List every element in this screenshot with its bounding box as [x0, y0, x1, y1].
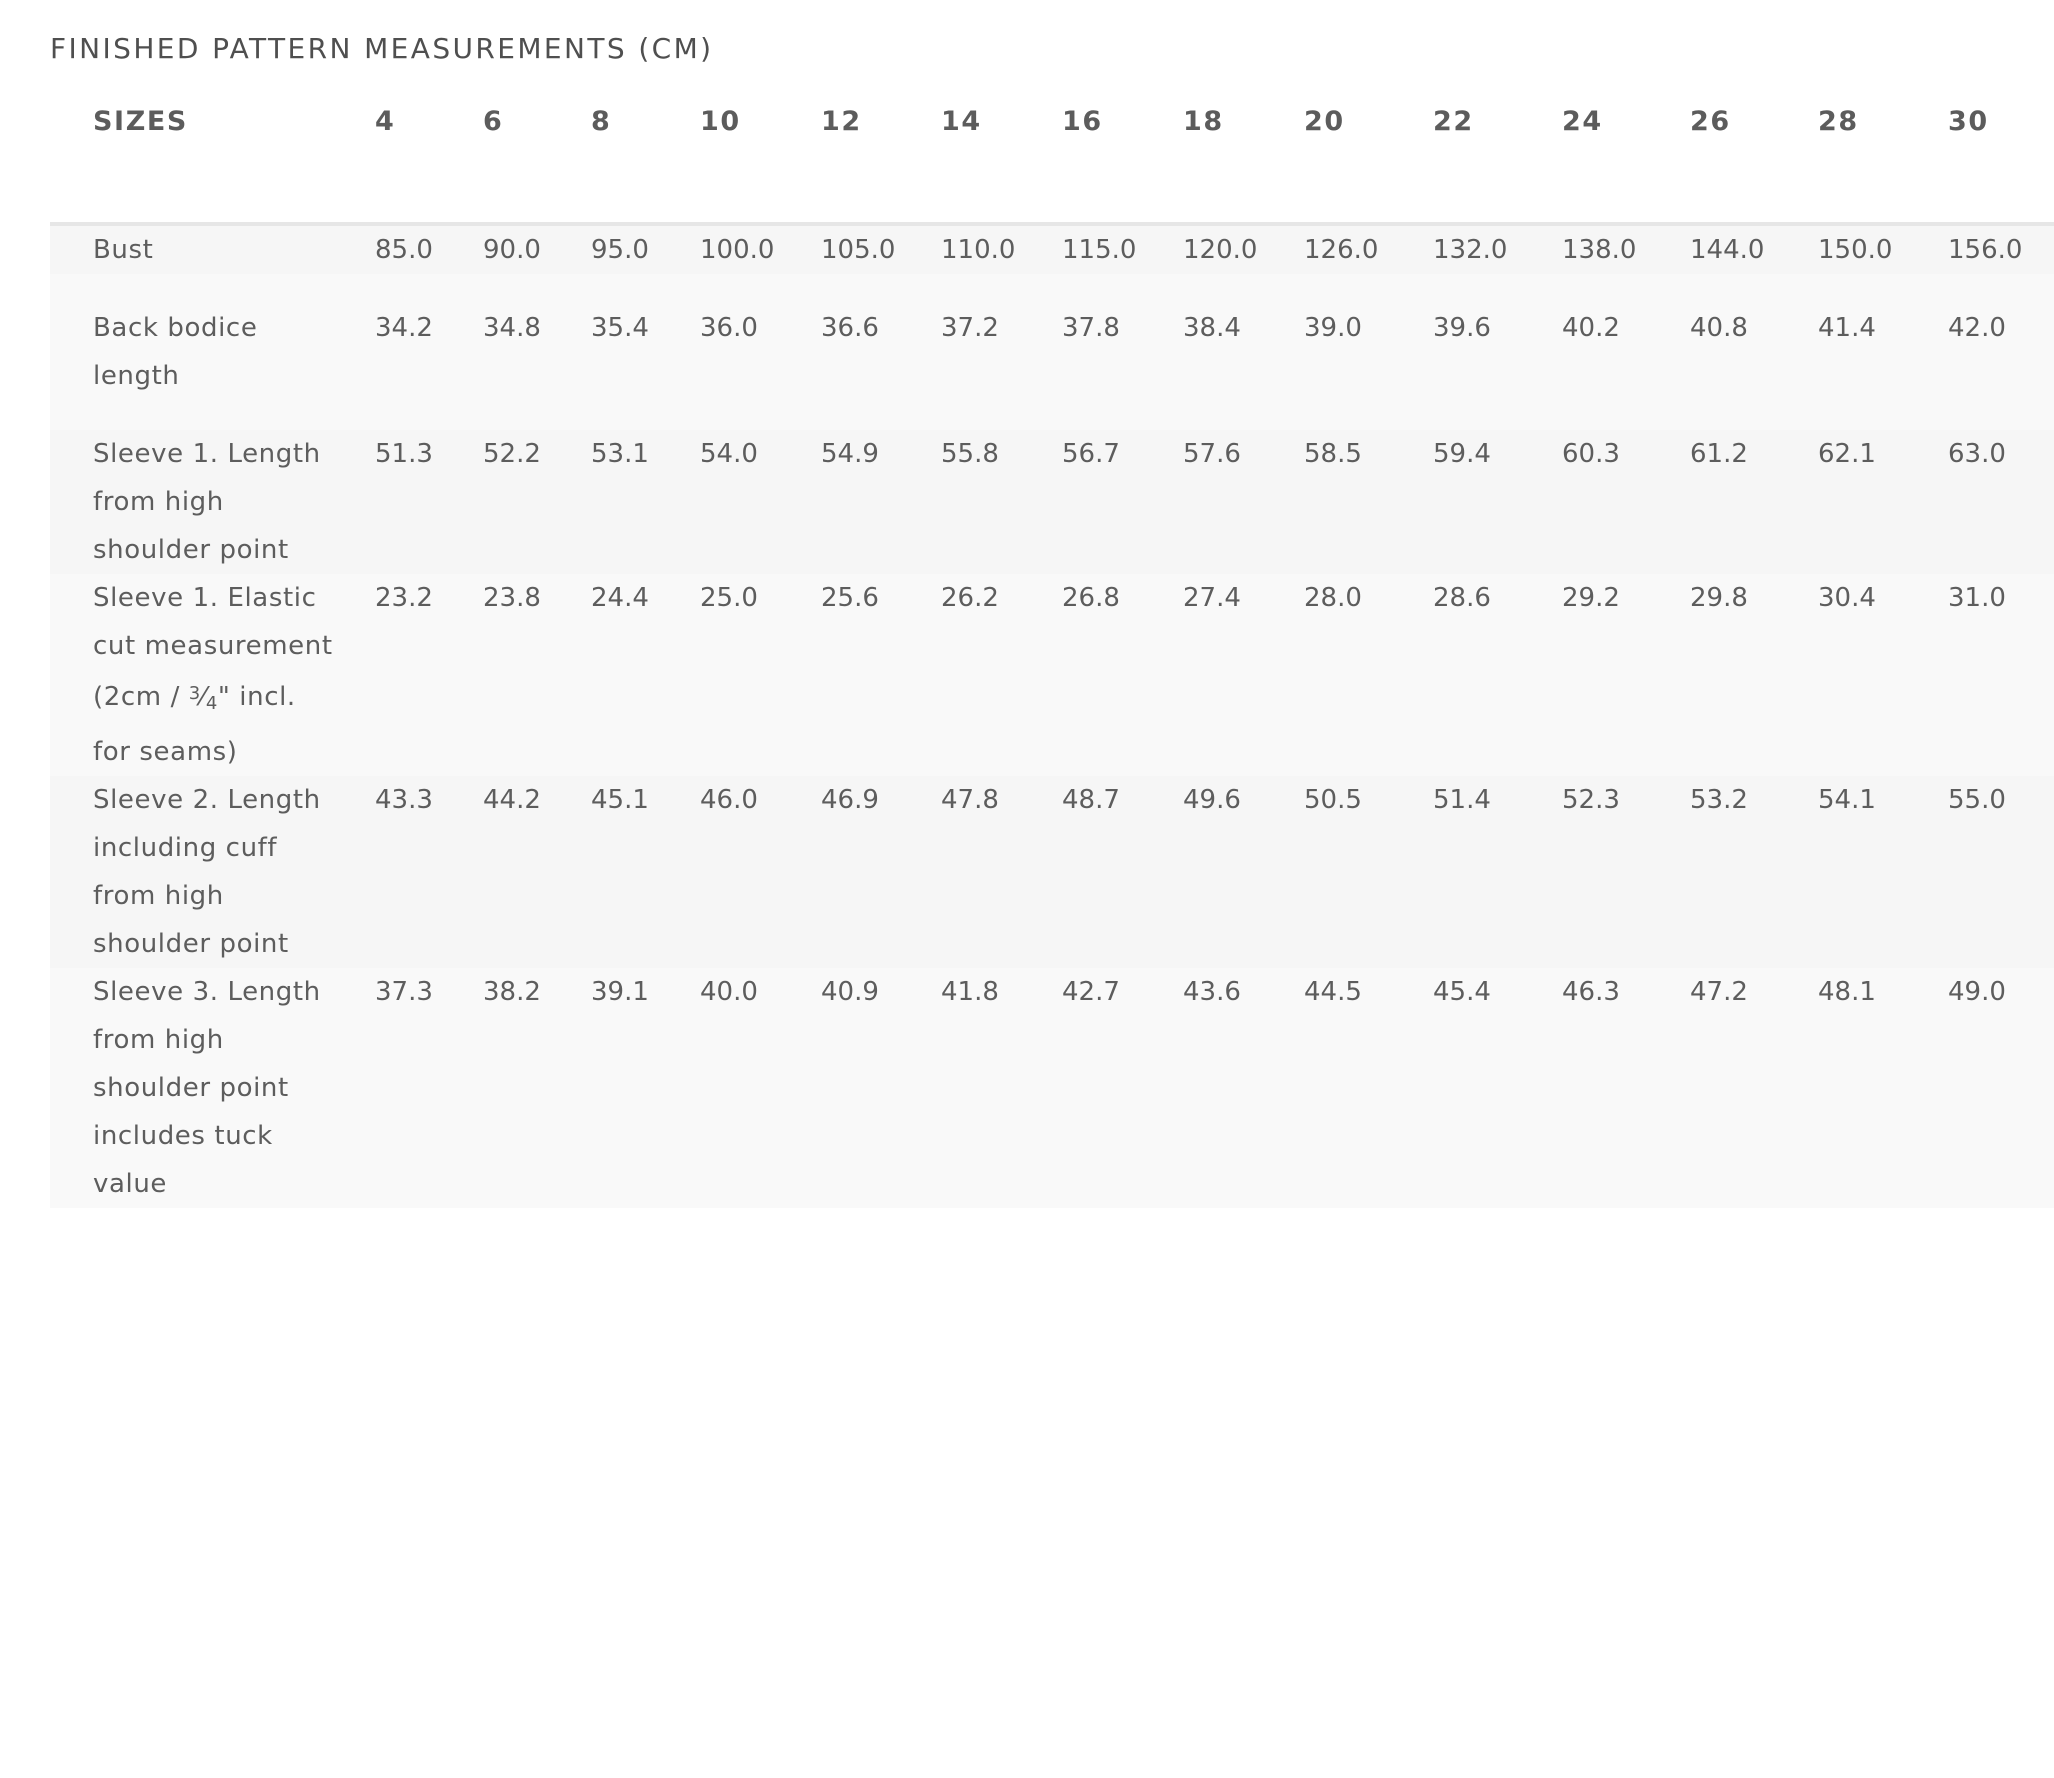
table-cell: 156.0 — [1948, 235, 2023, 265]
table-cell: 54.9 — [821, 439, 879, 469]
table-cell: 24.4 — [591, 583, 649, 613]
table-cell: 39.6 — [1433, 313, 1491, 343]
table-cell: 46.3 — [1562, 977, 1620, 1007]
table-cell: 47.2 — [1690, 977, 1748, 1007]
table-cell: 25.0 — [700, 583, 758, 613]
table-cell: 28.6 — [1433, 583, 1491, 613]
table-cell: 34.2 — [375, 313, 433, 343]
table-cell: 26.8 — [1062, 583, 1120, 613]
header-size-26: 26 — [1690, 106, 1818, 224]
table-cell: 31.0 — [1948, 583, 2006, 613]
row-label: Back bodice length — [93, 313, 258, 391]
table-cell: 27.4 — [1183, 583, 1241, 613]
table-cell: 42.7 — [1062, 977, 1120, 1007]
header-sizes-label: SIZES — [50, 106, 375, 224]
table-cell: 126.0 — [1304, 235, 1379, 265]
row-label: Sleeve 2. Length including cuff from high shoulder point — [93, 785, 321, 959]
table-cell: 52.2 — [483, 439, 541, 469]
table-cell: 138.0 — [1562, 235, 1637, 265]
table-cell: 51.3 — [375, 439, 433, 469]
table-row — [50, 224, 2054, 274]
table-cell: 46.0 — [700, 785, 758, 815]
table-row — [50, 574, 2054, 776]
table-cell: 36.0 — [700, 313, 758, 343]
table-cell: 41.8 — [941, 977, 999, 1007]
table-cell: 44.2 — [483, 785, 541, 815]
header-size-4: 4 — [375, 106, 483, 224]
table-cell: 63.0 — [1948, 439, 2006, 469]
table-cell: 150.0 — [1818, 235, 1893, 265]
table-row — [50, 430, 2054, 574]
row-label: Sleeve 1. Length from high shoulder point — [93, 439, 321, 565]
table-cell: 41.4 — [1818, 313, 1876, 343]
table-cell: 40.8 — [1690, 313, 1748, 343]
table-cell: 37.2 — [941, 313, 999, 343]
table-cell: 53.1 — [591, 439, 649, 469]
table-cell: 38.2 — [483, 977, 541, 1007]
section-title: FINISHED PATTERN MEASUREMENTS (CM) — [50, 32, 714, 65]
table-cell: 132.0 — [1433, 235, 1508, 265]
table-cell: 29.8 — [1690, 583, 1748, 613]
table-cell: 49.0 — [1948, 977, 2006, 1007]
row-label: Bust — [93, 235, 154, 265]
table-cell: 39.0 — [1304, 313, 1362, 343]
header-size-18: 18 — [1183, 106, 1304, 224]
table-cell: 40.9 — [821, 977, 879, 1007]
measurements-table — [50, 106, 2054, 1208]
table-cell: 48.1 — [1818, 977, 1876, 1007]
table-cell: 29.2 — [1562, 583, 1620, 613]
table-cell: 40.0 — [700, 977, 758, 1007]
table-cell: 55.8 — [941, 439, 999, 469]
table-cell: 53.2 — [1690, 785, 1748, 815]
table-cell: 57.6 — [1183, 439, 1241, 469]
row-label — [50, 574, 375, 776]
row-label: Sleeve 3. Length from high shoulder point includes tuck value — [93, 977, 321, 1199]
table-cell: 60.3 — [1562, 439, 1620, 469]
table-cell: 100.0 — [700, 235, 775, 265]
table-row — [50, 274, 2054, 430]
table-body — [50, 224, 2054, 1208]
table-cell: 58.5 — [1304, 439, 1362, 469]
table-cell: 44.5 — [1304, 977, 1362, 1007]
row-label-text-end: " incl. for seams) — [93, 682, 296, 767]
fraction-slash: ⁄ — [200, 682, 206, 712]
row-label-text: Sleeve 1. Elastic cut measurement (2cm / — [93, 583, 333, 712]
header-size-22: 22 — [1433, 106, 1562, 224]
header-size-14: 14 — [941, 106, 1062, 224]
table-cell: 95.0 — [591, 235, 649, 265]
table-cell: 52.3 — [1562, 785, 1620, 815]
table-cell: 85.0 — [375, 235, 433, 265]
table-cell: 56.7 — [1062, 439, 1120, 469]
table-cell: 61.2 — [1690, 439, 1748, 469]
table-cell: 51.4 — [1433, 785, 1491, 815]
header-size-30: 30 — [1948, 106, 2054, 224]
table-cell: 26.2 — [941, 583, 999, 613]
table-cell: 23.8 — [483, 583, 541, 613]
table-cell: 28.0 — [1304, 583, 1362, 613]
header-size-16: 16 — [1062, 106, 1183, 224]
table-cell: 30.4 — [1818, 583, 1876, 613]
table-cell: 43.3 — [375, 785, 433, 815]
table-cell: 40.2 — [1562, 313, 1620, 343]
table-row — [50, 776, 2054, 968]
table-cell: 38.4 — [1183, 313, 1241, 343]
table-cell: 35.4 — [591, 313, 649, 343]
table-cell: 47.8 — [941, 785, 999, 815]
header-size-6: 6 — [483, 106, 591, 224]
header-size-8: 8 — [591, 106, 700, 224]
table-cell: 59.4 — [1433, 439, 1491, 469]
header-size-12: 12 — [821, 106, 941, 224]
table-cell: 62.1 — [1818, 439, 1876, 469]
table-cell: 105.0 — [821, 235, 896, 265]
table-cell: 43.6 — [1183, 977, 1241, 1007]
table-cell: 23.2 — [375, 583, 433, 613]
fraction-denominator: 4 — [205, 693, 218, 714]
fraction-numerator: 3 — [188, 683, 201, 704]
table-cell: 110.0 — [941, 235, 1016, 265]
header-row — [50, 106, 2054, 224]
header-size-20: 20 — [1304, 106, 1433, 224]
header-size-28: 28 — [1818, 106, 1948, 224]
header-size-10: 10 — [700, 106, 821, 224]
table-cell: 55.0 — [1948, 785, 2006, 815]
table-cell: 37.8 — [1062, 313, 1120, 343]
table-cell: 54.1 — [1818, 785, 1876, 815]
table-cell: 46.9 — [821, 785, 879, 815]
table-cell: 49.6 — [1183, 785, 1241, 815]
table-cell: 37.3 — [375, 977, 433, 1007]
table-cell: 39.1 — [591, 977, 649, 1007]
table-cell: 144.0 — [1690, 235, 1765, 265]
table-cell: 45.4 — [1433, 977, 1491, 1007]
table-cell: 45.1 — [591, 785, 649, 815]
table-cell: 25.6 — [821, 583, 879, 613]
table-row — [50, 968, 2054, 1208]
table-cell: 90.0 — [483, 235, 541, 265]
table-cell: 36.6 — [821, 313, 879, 343]
table-cell: 48.7 — [1062, 785, 1120, 815]
table-cell: 120.0 — [1183, 235, 1258, 265]
table-cell: 34.8 — [483, 313, 541, 343]
table-cell: 115.0 — [1062, 235, 1137, 265]
header-size-24: 24 — [1562, 106, 1690, 224]
table-cell: 42.0 — [1948, 313, 2006, 343]
table-cell: 54.0 — [700, 439, 758, 469]
table-cell: 50.5 — [1304, 785, 1362, 815]
